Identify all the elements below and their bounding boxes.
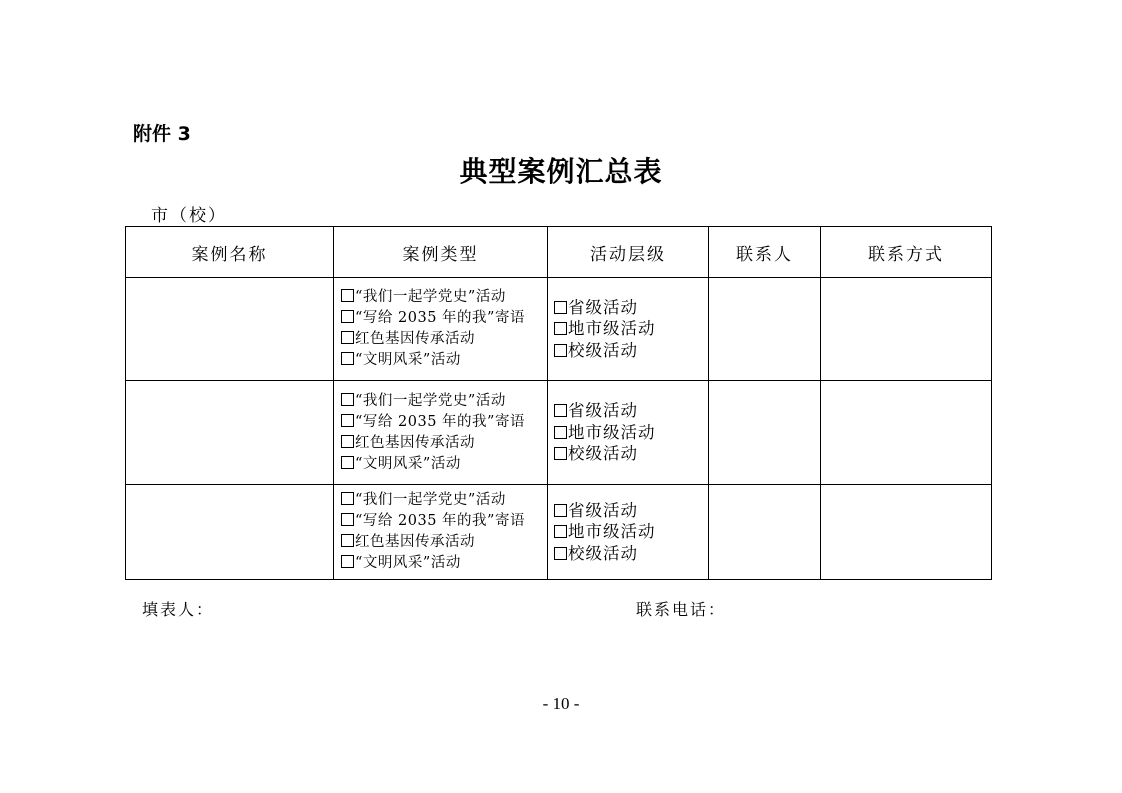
table-row [126,278,992,381]
option-label: “写给 2035 年的我”寄语 [355,513,525,529]
activity-level-option[interactable] [554,318,708,340]
case-type-option[interactable] [341,433,547,454]
case-type-option[interactable] [341,553,547,574]
case-name-cell[interactable] [126,278,334,381]
contact-method-cell[interactable] [821,278,992,381]
option-label: 省级活动 [568,500,638,520]
case-name-cell[interactable] [126,381,334,485]
checkbox-icon[interactable] [341,534,354,547]
case-type-option[interactable] [341,308,547,329]
option-label: 省级活动 [568,297,638,317]
checkbox-icon[interactable] [341,492,354,505]
table-row [126,485,992,580]
option-label: 红色基因传承活动 [355,434,475,451]
city-school-label: 市（校） [151,206,227,226]
contact-person-cell[interactable] [709,278,821,381]
option-label: 省级活动 [568,401,638,421]
case-summary-table [125,226,992,580]
option-label: “我们一起学党史”活动 [355,492,506,508]
checkbox-icon[interactable] [341,456,354,469]
checkbox-icon[interactable] [554,322,567,335]
case-type-option[interactable] [341,329,547,350]
contact-phone-label: 联系电话： [636,600,727,619]
option-label: “文明风采”活动 [355,352,461,368]
checkbox-icon[interactable] [554,426,567,439]
activity-level-option[interactable] [554,422,708,444]
activity-level-option[interactable] [554,543,708,565]
checkbox-icon[interactable] [341,289,354,302]
header-contact-person: 联系人 [709,227,821,278]
case-type-cell [334,278,548,381]
activity-level-cell [548,485,709,580]
contact-person-cell[interactable] [709,381,821,485]
checkbox-icon[interactable] [554,301,567,314]
checkbox-icon[interactable] [554,504,567,517]
case-type-option[interactable] [341,511,547,532]
page-number: - 10 - [542,694,580,713]
header-contact-method: 联系方式 [821,227,992,278]
activity-level-cell [548,381,709,485]
checkbox-icon[interactable] [341,513,354,526]
case-name-cell[interactable] [126,485,334,580]
case-type-option[interactable] [341,490,547,511]
contact-person-cell[interactable] [709,485,821,580]
option-label: 地市级活动 [568,522,656,542]
header-case-type: 案例类型 [334,227,548,278]
case-type-option[interactable] [341,287,547,308]
checkbox-icon[interactable] [341,555,354,568]
checkbox-icon[interactable] [341,414,354,427]
form-filler-label: 填表人： [142,600,215,619]
option-label: 红色基因传承活动 [355,534,475,550]
option-label: “文明风采”活动 [355,555,461,571]
header-case-name: 案例名称 [126,227,334,278]
option-label: “文明风采”活动 [355,455,461,472]
option-label: “写给 2035 年的我”寄语 [355,310,525,326]
case-type-cell [334,381,548,485]
activity-level-option[interactable] [554,400,708,422]
checkbox-icon[interactable] [554,547,567,560]
attachment-label: 附件 3 [133,123,191,145]
table-header-row [126,227,992,278]
option-label: “我们一起学党史”活动 [355,289,506,305]
checkbox-icon[interactable] [341,310,354,323]
activity-level-option[interactable] [554,297,708,319]
case-type-option[interactable] [341,412,547,433]
checkbox-icon[interactable] [554,344,567,357]
option-label: “写给 2035 年的我”寄语 [355,413,525,430]
page-title: 典型案例汇总表 [459,155,663,188]
activity-level-option[interactable] [554,521,708,543]
contact-method-cell[interactable] [821,485,992,580]
case-type-option[interactable] [341,350,547,371]
checkbox-icon[interactable] [554,447,567,460]
activity-level-option[interactable] [554,500,708,522]
option-label: 地市级活动 [568,422,656,442]
checkbox-icon[interactable] [341,352,354,365]
checkbox-icon[interactable] [554,404,567,417]
case-type-option[interactable] [341,532,547,553]
case-type-cell [334,485,548,580]
header-activity-level: 活动层级 [548,227,709,278]
option-label: 校级活动 [568,340,638,360]
option-label: 校级活动 [568,444,638,464]
option-label: “我们一起学党史”活动 [355,392,506,409]
option-label: 红色基因传承活动 [355,331,475,347]
checkbox-icon[interactable] [341,393,354,406]
option-label: 地市级活动 [568,319,656,339]
checkbox-icon[interactable] [554,525,567,538]
table-row [126,381,992,485]
activity-level-cell [548,278,709,381]
activity-level-option[interactable] [554,443,708,465]
checkbox-icon[interactable] [341,331,354,344]
case-type-option[interactable] [341,454,547,475]
checkbox-icon[interactable] [341,435,354,448]
activity-level-option[interactable] [554,340,708,362]
case-type-option[interactable] [341,391,547,412]
contact-method-cell[interactable] [821,381,992,485]
option-label: 校级活动 [568,543,638,563]
